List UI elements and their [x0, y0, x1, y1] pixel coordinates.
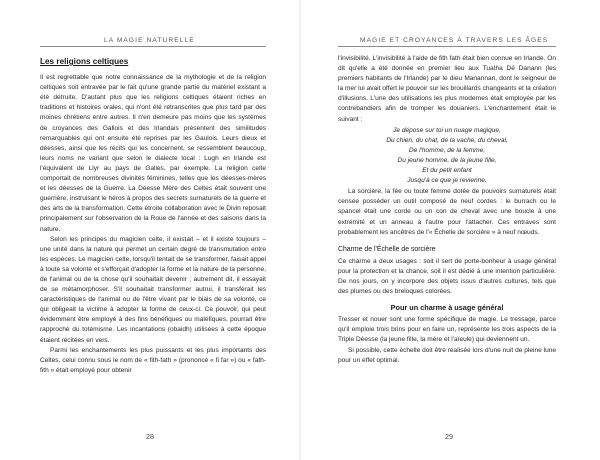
header-rule-left — [40, 46, 266, 47]
subsection-title: Pour un charme à usage général — [390, 303, 504, 313]
paragraph: Il est regrettable que notre connaissance de la mythologie et de la religion celtiques soit entravée par le fait qu'une grande partie du matériel existant a été détruite. D'autant plus que les religions celtiques étaient riches en traditions et histoires orales, qui n'ont été retranscrites que plus tard par des moines chrétiens entre autres. Il n'en demeure pas moins que les systèmes de croyances des Gallois et des Irlandais présentent des similitudes remarquables qui ont ensuite été reprises par les Gaulois. Leurs dieux et déesses, ainsi que les récits qui les concernent, se ressemblent beaucoup, leurs noms ne variant que selon le dialecte local : Lugh en Irlande est l'équivalent de Llyr au pays de Galles, par exemple. La religion celte comportait de nombreuses divinités féminines, telles que les déesses-mères et les déesses de la Guerre. La Déesse Mère des Celtes était souvent une guerrière, instruisant le héros à propos des secrets surnaturels de la guerre et des arts de la transformation. Cette étroite collaboration avec le Divin reposait principalement sur l'observation de la Roue de l'année et des saisons dans la nature. — [40, 74, 266, 233]
subsection-title: Charme de l'Échelle de sorcière — [338, 245, 436, 253]
paragraph: La sorcière, la fée ou toute femme dotée de pouvoirs surnaturels était censée posséder un outil composé de neuf cordes : le burrach ou le spancel était une corde ou un con de cheval avec une boucle à une extrémité et un anneau à l'autre pour l'attacher. Ces entraves sont probablement les ancêtres de l'« Échelle de sorcière » à neuf nœuds. — [338, 188, 556, 236]
paragraph: l'invisibilité. L'invisibilité à l'aide de fith fath était bien connue en Irlande. On dit qu'elle a été donnée en premier lieu aux Tuatha Dé Danann (les premiers habitants de l'Irlande) par le dieu Manannan, dont le seigneur de la mer lui avait offert le pouvoir sur les brouillards changeants et la création d'illusions. L'une des utilisations les plus modernes était employée par les contrebandiers afin de tromper les douaniers. L'enchantement était le suivant : — [338, 55, 556, 123]
paragraph: Parmi les enchantements les plus puissants et les plus importants des Celtes, celui connu sous le nom de « fith-fath » (prononcé « fi far ») ou « fath-fith » était employé pour obtenir — [40, 346, 266, 374]
paragraph: Tresser et nouer sont une forme spécifique de magie. Le tressage, parce qu'il emploie trois brins pour en faire un, représente les trois aspects de la Triple Déesse (la jeune fille, la mère et l'aïeule) qui deviennent un. — [338, 316, 556, 344]
paragraph: Si possible, cette échelle doit être réalisée lors d'une nuit de pleine lune pour un effet optimal. — [338, 346, 556, 364]
right-page — [300, 0, 600, 460]
poem-line: De l'homme, de la femme, — [408, 146, 486, 154]
poem-line: Du chien, du chat, de la vache, du cheval, — [386, 136, 508, 144]
header-rule-right — [338, 46, 556, 47]
running-head-left: LA MAGIE NATURELLE — [104, 37, 195, 44]
right-page-body — [338, 54, 556, 366]
poem-line: Jusqu'à ce que je revienne. — [407, 177, 487, 185]
poem-line: Du jeune homme, de la jeune fille, — [397, 156, 497, 164]
section-title: Les religions celtiques — [40, 57, 129, 66]
poem-line: Et du petit enfant — [422, 167, 472, 175]
page-number-left: 28 — [146, 432, 154, 441]
paragraph: Ce charme a deux usages : soit il sert de porte-bonheur à usage général pour la protection et la chance, soit il est dédié à une intention particulière. De nos jours, on y incorpore des objets issus d'autres cultures, tels que des plumes ou des breloques colorées. — [338, 257, 556, 296]
left-page-body — [40, 54, 266, 376]
paragraph: Selon les principes du magicien celte, il existait – et il existe toujours – une unité dans la nature qui permet un certain degré de transmutation entre les espèces. Le magicien celte, lorsqu'il tentait de se transformer, faisait appel à toute sa volonté et s'efforçait d'adopter la forme et la nature de la personne, de l'animal ou de la chose qu'il souhaitait devenir ; autrement dit, il essayait de se métamorphoser. S'il souhaitait transformer autrui, il transférait les caractéristiques de l'animal ou de l'être vivant par le biais de sa volonté, ce qui obligeait la victime à adopter la forme de ceux-ci. Ce pouvoir, qui peut évidemment être employé à des fins bénéfiques ou maléfiques, pourrait être rapproché du totémisme. Les incantations (obaidh) utilisées à cette époque étaient récitées en vers. — [40, 235, 266, 344]
incantation-poem — [338, 126, 556, 187]
poem-line: Je dépose sur toi un nuage magique, — [393, 126, 501, 134]
running-head-right: MAGIE ET CROYANCES À TRAVERS LES ÂGES — [360, 37, 549, 44]
page-number-right: 29 — [445, 432, 453, 441]
